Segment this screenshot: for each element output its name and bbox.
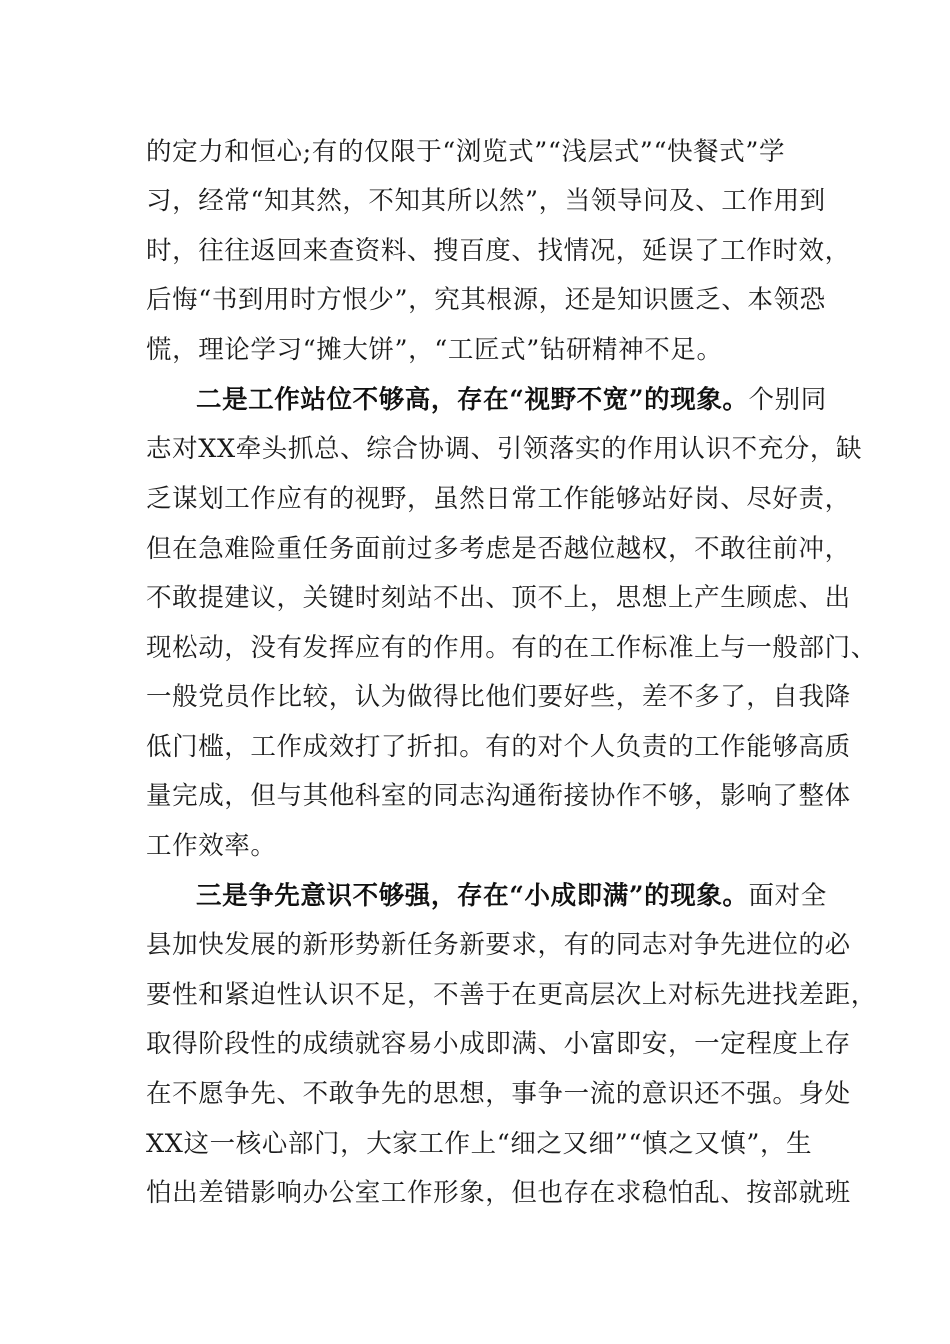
- paragraph-3-line-7: 怕出差错影响办公室工作形象，但也存在求稳怕乱、按部就班: [146, 1178, 851, 1208]
- paragraph-3-line-5: 在不愿争先、不敢争先的思想，事争一流的意识还不强。身处: [146, 1079, 851, 1109]
- paragraph-2-first-line-rest: 个别同: [748, 385, 827, 415]
- paragraph-2-line-8: 低门槛，工作成效打了折扣。有的对个人负责的工作能够高质: [146, 732, 851, 762]
- paragraph-2-line-7: 一般党员作比较，认为做得比他们要好些，差不多了，自我降: [146, 682, 851, 712]
- paragraph-3-line-4: 取得阶段性的成绩就容易小成即满、小富即安，一定程度上存: [146, 1029, 851, 1059]
- paragraph-3-line-6: XX这一核心部门，大家工作上“细之又细”“慎之又慎”，生: [146, 1129, 813, 1159]
- paragraph-2-heading: 二是工作站位不够高，存在“视野不宽”的现象。: [196, 385, 749, 415]
- paragraph-3-line-2: 县加快发展的新形势新任务新要求，有的同志对争先进位的必: [146, 930, 851, 960]
- paragraph-2-line-4: 但在急难险重任务面前过多考虑是否越位越权，不敢往前冲，: [146, 534, 851, 564]
- paragraph-1-line-4: 后悔“书到用时方恨少”，究其根源，还是知识匮乏、本领恐: [146, 285, 826, 315]
- paragraph-3-heading: 三是争先意识不够强，存在“小成即满”的现象。: [196, 881, 749, 911]
- paragraph-2-line-5: 不敢提建议，关键时刻站不出、顶不上，思想上产生顾虑、出: [146, 583, 851, 613]
- paragraph-3-first-line: [196, 880, 827, 912]
- paragraph-2-line-10: 工作效率。: [146, 831, 277, 861]
- paragraph-1-line-3: 时，往往返回来查资料、搜百度、找情况，延误了工作时效，: [146, 236, 851, 266]
- paragraph-2-line-9: 量完成，但与其他科室的同志沟通衔接协作不够，影响了整体: [146, 781, 851, 811]
- paragraph-2-first-line: [196, 384, 827, 416]
- paragraph-3-line-3: 要性和紧迫性认识不足，不善于在更高层次上对标先进找差距，: [146, 980, 877, 1010]
- paragraph-2-line-3: 乏谋划工作应有的视野，虽然日常工作能够站好岗、尽好责，: [146, 484, 851, 514]
- paragraph-2-line-2: 志对XX牵头抓总、综合协调、引领落实的作用认识不充分，缺: [146, 434, 863, 464]
- paragraph-3-first-line-rest: 面对全: [748, 881, 827, 911]
- paragraph-1-line-5: 慌，理论学习“摊大饼”，“工匠式”钻研精神不足。: [146, 335, 723, 365]
- paragraph-1-line-2: 习，经常“知其然，不知其所以然”，当领导问及、工作用到: [146, 186, 826, 216]
- paragraph-2-line-6: 现松动，没有发挥应有的作用。有的在工作标准上与一般部门、: [146, 633, 877, 663]
- paragraph-1-line-1: 的定力和恒心;有的仅限于“浏览式”“浅层式”“快餐式”学: [146, 137, 786, 167]
